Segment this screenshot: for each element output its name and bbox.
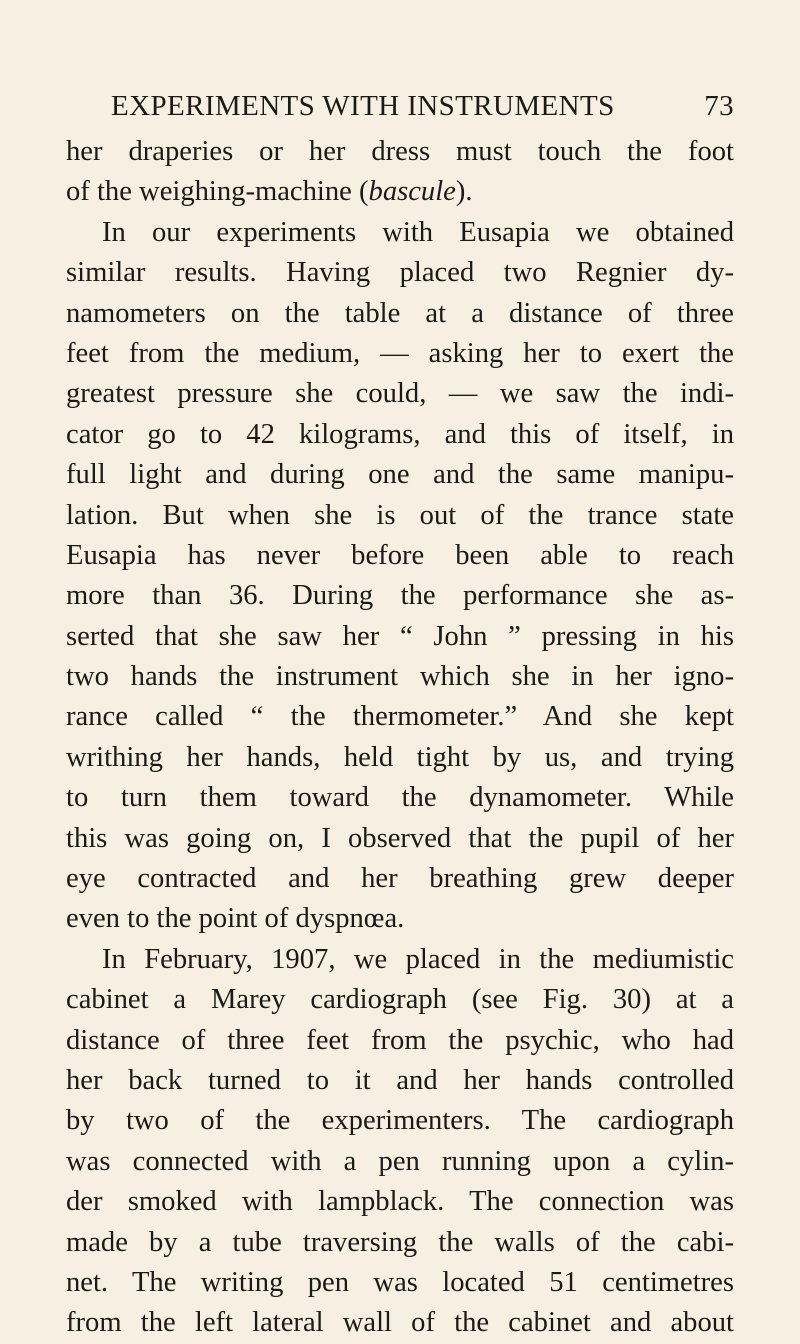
- text-line: similar results. Having placed two Regnier dy-: [66, 257, 734, 289]
- text-line: feet from the medium, — asking her to exert the: [66, 337, 734, 369]
- text-line: writhing her hands, held tight by us, and trying: [66, 741, 734, 773]
- text-line: her draperies or her dress must touch the foot: [66, 136, 734, 167]
- text-line: from the left lateral wall of the cabinet and about: [66, 1307, 734, 1339]
- text-line: In February, 1907, we placed in the mediumistic: [102, 943, 734, 975]
- text-line: made by a tube traversing the walls of the cabi-: [66, 1226, 734, 1258]
- text-line: cabinet a Marey cardiograph (see Fig. 30) at a: [66, 984, 734, 1016]
- text-line: der smoked with lampblack. The connection was: [66, 1186, 734, 1218]
- text-line: serted that she saw her “ John ” pressing in his: [66, 620, 734, 652]
- text-line: was connected with a pen running upon a cylin-: [66, 1145, 734, 1177]
- text-line: two hands the instrument which she in her igno-: [66, 661, 734, 693]
- text-line: cator go to 42 kilograms, and this of itself, in: [66, 418, 734, 450]
- text-line: of the weighing-machine (bascule).: [66, 176, 473, 208]
- text-line: more than 36. During the performance she as-: [66, 580, 734, 612]
- text-line: Eusapia has never before been able to reach: [66, 539, 734, 571]
- text-line: In our experiments with Eusapia we obtained: [102, 216, 734, 248]
- text-line: to turn them toward the dynamometer. While: [66, 782, 734, 814]
- text-line: her back turned to it and her hands controlled: [66, 1064, 734, 1096]
- running-head: [66, 88, 734, 124]
- text-line: eye contracted and her breathing grew deeper: [66, 863, 734, 895]
- text-line: net. The writing pen was located 51 centimetres: [66, 1266, 734, 1298]
- book-page: [66, 0, 734, 1339]
- text-line: by two of the experimenters. The cardiograph: [66, 1105, 734, 1137]
- italic-term: bascule: [368, 176, 456, 208]
- text-line: namometers on the table at a distance of three: [66, 297, 734, 329]
- page-number: 73: [704, 90, 734, 122]
- text-line: distance of three feet from the psychic, who had: [66, 1024, 734, 1056]
- running-head-title: EXPERIMENTS WITH INSTRUMENTS: [111, 90, 615, 122]
- text-line: lation. But when she is out of the trance state: [66, 499, 734, 531]
- text-line: full light and during one and the same manipu-: [66, 459, 734, 491]
- text-line: rance called “ the thermometer.” And she kept: [66, 701, 734, 733]
- text-line: even to the point of dyspnœa.: [66, 903, 405, 935]
- body-text: [66, 132, 734, 1344]
- text-line: this was going on, I observed that the pupil of her: [66, 822, 734, 854]
- text-line: greatest pressure she could, — we saw the indi-: [66, 378, 734, 410]
